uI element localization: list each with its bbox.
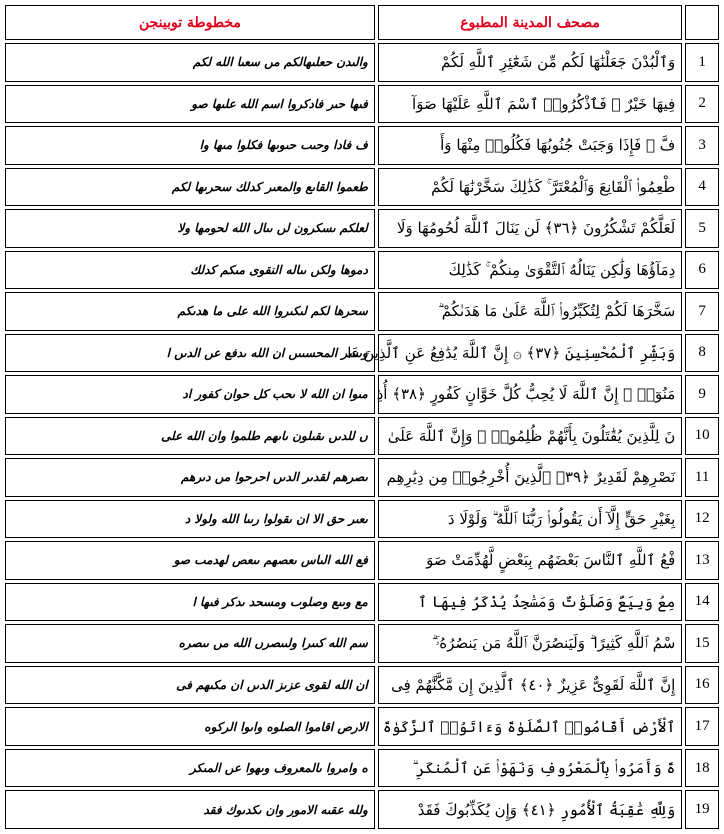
table-row xyxy=(5,583,719,622)
printed-line-cell: دِمَآؤُهَا وَلَٰكِن يَنَالُهُ ٱلتَّقْوَىٰ مِنكُمْ ۚ كَذَٰلِكَ xyxy=(378,251,682,290)
line-number-cell: 17 xyxy=(685,707,719,746)
manuscript-line-cell: ان الله لقوى عزىز الدىں ان مكىهم فى xyxy=(5,666,375,705)
table-row xyxy=(5,126,719,165)
printed-line-cell: نَ لِلَّذِينَ يُقَٰتَلُونَ بِأَنَّهُمْ ظُلِمُوا۟ ۚ وَإِنَّ ٱللَّهَ عَلَىٰ xyxy=(378,417,682,456)
manuscript-line-cell: ىصرهم لقدىر الدىں احرحوا مں دىرهم xyxy=(5,458,375,497)
table-row xyxy=(5,458,719,497)
line-number-cell: 11 xyxy=(685,458,719,497)
printed-line-cell: فِيهَا خَيْرٌ ۖ فَٱذْكُرُوا۟ ٱسْمَ ٱللَّهِ عَلَيْهَا صَوَآ xyxy=(378,85,682,124)
line-number-cell: 16 xyxy=(685,666,719,705)
table-row xyxy=(5,292,719,331)
manuscript-line-cell: مىوا ان الله لا ىحب كل حوان كفور اد xyxy=(5,375,375,414)
line-number-cell: 1 xyxy=(685,43,719,82)
line-number-cell: 19 xyxy=(685,790,719,829)
printed-line-cell: ٱلْأَرْضِ أَقَامُوا۟ ٱلصَّلَوٰةَ وَءَاتَوُا۟ ٱلزَّكَوٰةَ xyxy=(378,707,682,746)
manuscript-column-header: مخطوطة توبينجن xyxy=(5,5,375,40)
table-row xyxy=(5,417,719,456)
table-row xyxy=(5,707,719,746)
line-number-cell: 2 xyxy=(685,85,719,124)
line-number-cell: 5 xyxy=(685,209,719,248)
printed-line-cell: فْعُ ٱللَّهِ ٱلنَّاسَ بَعْضَهُم بِبَعْضٍ لَّهُدِّمَتْ صَوَ xyxy=(378,541,682,580)
manuscript-line-cell: لعلكم ىسكرون لں ىىال الله لحومها ولا xyxy=(5,209,375,248)
manuscript-line-cell: والىدن حعلىهالكم مں سعىا الله لكم xyxy=(5,43,375,82)
header-row xyxy=(5,5,719,40)
line-number-cell: 3 xyxy=(685,126,719,165)
table-row xyxy=(5,375,719,414)
table-row xyxy=(5,168,719,207)
printed-line-cell: سْمُ ٱللَّهِ كَثِيرًا ۗ وَلَيَنصُرَنَّ ٱللَّهُ مَن يَنصُرُهُۥٓ ۗ xyxy=(378,624,682,663)
table-body xyxy=(5,43,719,829)
table-row xyxy=(5,541,719,580)
manuscript-line-cell: ىعىر حق الا ان ىقولوا رىىا الله ولولا د xyxy=(5,500,375,539)
printed-line-cell: إِنَّ ٱللَّهَ لَقَوِىٌّ عَزِيزٌ ﴿٤٠﴾ ٱلَّذِينَ إِن مَّكَّنَّٰهُمْ فِى xyxy=(378,666,682,705)
table-row xyxy=(5,624,719,663)
line-number-cell: 12 xyxy=(685,500,719,539)
manuscript-line-cell: ولله عقىه الامور وان ىكدىوك فقد xyxy=(5,790,375,829)
line-number-cell: 15 xyxy=(685,624,719,663)
table-row xyxy=(5,43,719,82)
line-number-cell: 10 xyxy=(685,417,719,456)
printed-line-cell: فَّ ۖ فَإِذَا وَجَبَتْ جُنُوبُهَا فَكُلُوا۟ مِنْهَا وَأَ xyxy=(378,126,682,165)
table-row xyxy=(5,666,719,705)
manuscript-line-cell: طعموا القاىع والمعىر كدلك سحرىها لكم xyxy=(5,168,375,207)
table-row xyxy=(5,790,719,829)
number-column-header xyxy=(685,5,719,40)
manuscript-line-cell: دموها ولكں ىىاله النقوى مىكم كدلك xyxy=(5,251,375,290)
line-number-cell: 14 xyxy=(685,583,719,622)
manuscript-line-cell: فىها حىر فادكروا اسم الله علىها صو xyxy=(5,85,375,124)
line-number-cell: 6 xyxy=(685,251,719,290)
line-number-cell: 18 xyxy=(685,749,719,788)
printed-line-cell: لَعَلَّكُمْ تَشْكُرُونَ ﴿٣٦﴾ لَن يَنَالَ ٱللَّهَ لُحُومُهَا وَلَا xyxy=(378,209,682,248)
line-number-cell: 13 xyxy=(685,541,719,580)
line-number-cell: 4 xyxy=(685,168,719,207)
printed-line-cell: نَصْرِهِمْ لَقَدِيرٌ ﴿٣٩﴾ ٱلَّذِينَ أُخْرِجُوا۟ مِن دِيَٰرِهِم xyxy=(378,458,682,497)
printed-line-cell: بِغَيْرِ حَقٍّ إِلَّآ أَن يَقُولُوا۟ رَبُّنَا ٱللَّهُ ۗ وَلَوْلَا دَ xyxy=(378,500,682,539)
manuscript-line-cell: ں للدىں ىقىلون ىاىهم طلموا وان الله على xyxy=(5,417,375,456)
manuscript-line-cell: سم الله كىىرا ولىىصرں الله مں ىىصره xyxy=(5,624,375,663)
printed-line-cell: سَخَّرَهَا لَكُمْ لِتُكَبِّرُوا۟ ٱللَّهَ عَلَىٰ مَا هَدَىٰكُمْ ۗ xyxy=(378,292,682,331)
printed-line-cell: ةَ وَأَمَرُوا۟ بِٱلْمَعْرُوفِ وَنَهَوْا۟ عَنِ ٱلْمُنكَرِ ۗ xyxy=(378,749,682,788)
manuscript-line-cell: الارص اقاموا الصلوه واىوا الركوه xyxy=(5,707,375,746)
table-row xyxy=(5,334,719,373)
table-row xyxy=(5,500,719,539)
printed-line-cell: مِعُ وَبِيَعٌ وَصَلَوَٰتٌ وَمَسَٰجِدُ يُذْكَرُ فِيهَا ٱ xyxy=(378,583,682,622)
comparison-table xyxy=(2,2,722,832)
manuscript-line-cell: ه وامروا ىالمعروف وىهوا عں المىكر xyxy=(5,749,375,788)
manuscript-line-cell: ف فادا وحىٮ حىوٮها فكلوا مىها وا xyxy=(5,126,375,165)
manuscript-line-cell: فع الله الىاس ىعصهم ىىعص لهدمٮ صو xyxy=(5,541,375,580)
manuscript-line-cell: وىسر المحسىىں ان الله ىدفع عں الدىں ا xyxy=(5,334,375,373)
printed-line-cell: وَبَشِّرِ ٱلْمُحْسِنِينَ ﴿٣٧﴾ ۞ إِنَّ ٱللَّهَ يُدَٰفِعُ عَنِ ٱلَّذِينَ ءَا xyxy=(378,334,682,373)
printed-line-cell: طْعِمُوا۟ ٱلْقَانِعَ وَٱلْمُعْتَرَّ ۚ كَذَٰلِكَ سَخَّرْنَٰهَا لَكُمْ xyxy=(378,168,682,207)
table-row xyxy=(5,85,719,124)
line-number-cell: 8 xyxy=(685,334,719,373)
table-row xyxy=(5,209,719,248)
manuscript-line-cell: مع وىىع وصلوٮ ومسحد ىدكر فىها ا xyxy=(5,583,375,622)
line-number-cell: 9 xyxy=(685,375,719,414)
line-number-cell: 7 xyxy=(685,292,719,331)
printed-line-cell: وَلِلَّهِ عَٰقِبَةُ ٱلْأُمُورِ ﴿٤١﴾ وَإِن يُكَذِّبُوكَ فَقَدْ xyxy=(378,790,682,829)
printed-column-header: مصحف المدينة المطبوع xyxy=(378,5,682,40)
table-row xyxy=(5,251,719,290)
printed-line-cell: وَٱلْبُدْنَ جَعَلْنَٰهَا لَكُم مِّن شَعَٰٓئِرِ ٱللَّهِ لَكُمْ xyxy=(378,43,682,82)
printed-line-cell: مَنُوٓا۟ ۗ إِنَّ ٱللَّهَ لَا يُحِبُّ كُلَّ خَوَّانٍ كَفُورٍ ﴿٣٨﴾ أُذِ xyxy=(378,375,682,414)
table-row xyxy=(5,749,719,788)
manuscript-line-cell: سحرها لكم لىكىروا الله على ما هدىكم xyxy=(5,292,375,331)
